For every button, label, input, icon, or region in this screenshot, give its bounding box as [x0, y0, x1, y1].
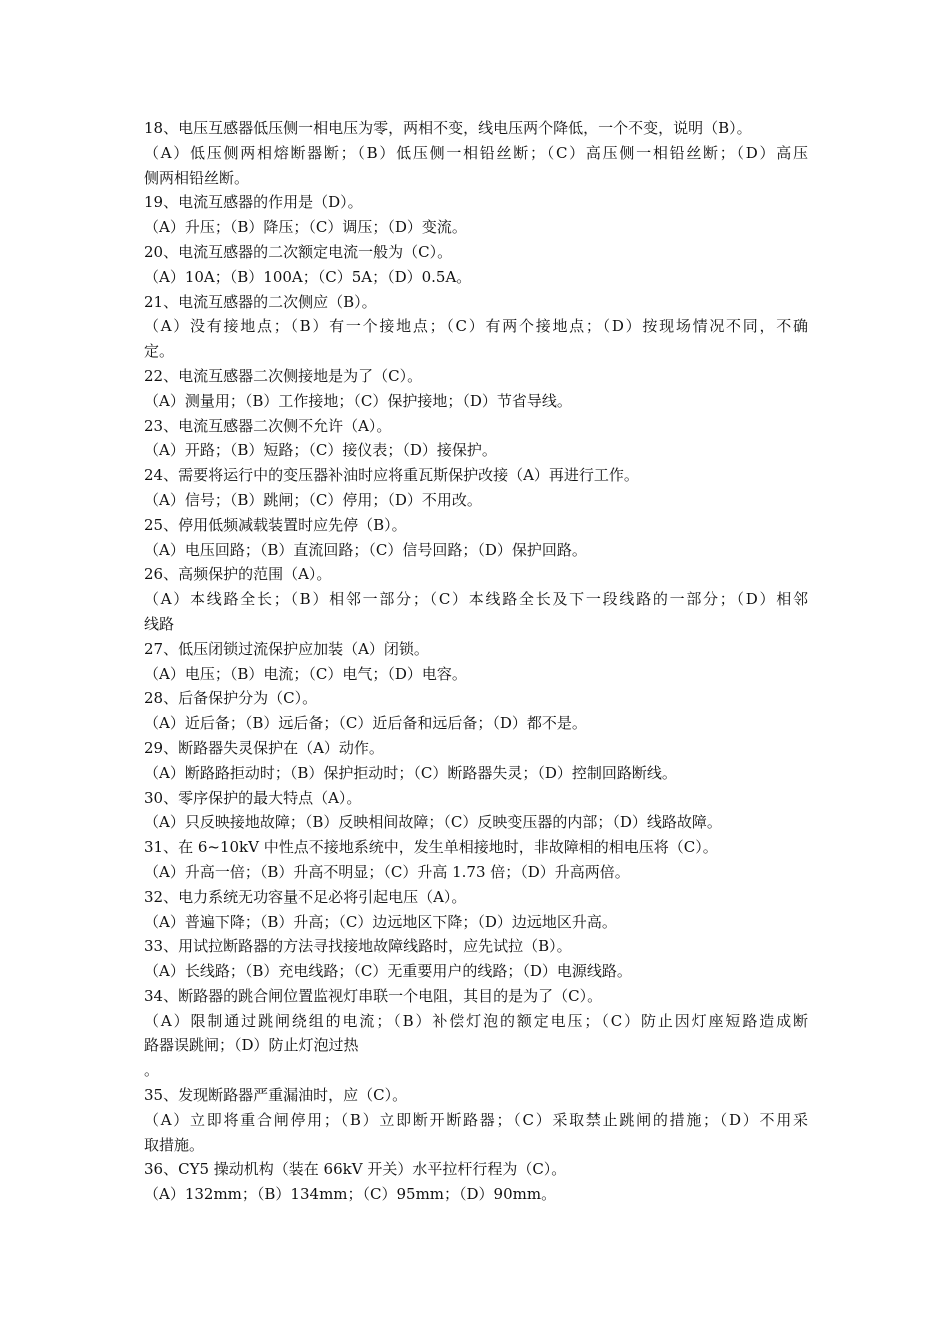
question-32-stem: 32、电力系统无功容量不足必将引起电压（A）。 — [144, 887, 467, 906]
question-21-options-cont: 定。 — [144, 342, 175, 361]
question-22-stem: 22、电流互感器二次侧接地是为了（C）。 — [144, 366, 423, 385]
question-31-options: （A）升高一倍；（B）升高不明显；（C）升高 1.73 倍；（D）升高两倍。 — [144, 862, 630, 881]
question-25-options: （A）电压回路；（B）直流回路；（C）信号回路；（D）保护回路。 — [144, 540, 587, 559]
question-19-stem: 19、电流互感器的作用是（D）。 — [144, 193, 363, 212]
question-25-stem: 25、停用低频减载装置时应先停（B）。 — [144, 515, 407, 534]
question-18-options: （A）低压侧两相熔断器断；（B）低压侧一相铅丝断；（C）高压侧一相铅丝断；（D）高压 — [144, 143, 808, 162]
question-29-stem: 29、断路器失灵保护在（A）动作。 — [144, 738, 384, 757]
question-21-options: （A）没有接地点；（B）有一个接地点；（C）有两个接地点；（D）按现场情况不同，不确 — [144, 317, 808, 336]
question-23-options: （A）开路；（B）短路；（C）接仪表；（D）接保护。 — [144, 441, 497, 460]
question-21-stem: 21、电流互感器的二次侧应（B）。 — [144, 292, 377, 311]
question-30-stem: 30、零序保护的最大特点（A）。 — [144, 788, 362, 807]
question-27-stem: 27、低压闭锁过流保护应加装（A）闭锁。 — [144, 639, 429, 658]
question-34-options: （A）限制通过跳闸绕组的电流；（B）补偿灯泡的额定电压；（C）防止因灯座短路造成断 — [144, 1011, 808, 1030]
question-22-options: （A）测量用；（B）工作接地；（C）保护接地；（D）节省导线。 — [144, 391, 572, 410]
question-24-options: （A）信号；（B）跳闸；（C）停用；（D）不用改。 — [144, 490, 482, 509]
document-page — [144, 116, 808, 1207]
question-28-options: （A）近后备；（B）远后备；（C）近后备和远后备；（D）都不是。 — [144, 714, 587, 733]
question-18-options-cont: 侧两相铅丝断。 — [144, 168, 250, 187]
question-34-options-cont: 路器误跳闸；（D）防止灯泡过热 — [144, 1036, 359, 1055]
question-32-options: （A）普遍下降；（B）升高；（C）边远地区下降；（D）边远地区升高。 — [144, 912, 617, 931]
question-34-stem: 34、断路器的跳合闸位置监视灯串联一个电阻，其目的是为了（C）。 — [144, 986, 603, 1005]
question-29-options: （A）断路路拒动时；（B）保护拒动时；（C）断路器失灵；（D）控制回路断线。 — [144, 763, 677, 782]
question-30-options: （A）只反映接地故障；（B）反映相间故障；（C）反映变压器的内部；（D）线路故障。 — [144, 813, 722, 832]
question-35-options-cont: 取措施。 — [144, 1135, 205, 1154]
question-20-options: （A）10A；（B）100A；（C）5A；（D）0.5A。 — [144, 267, 472, 286]
question-33-options: （A）长线路；（B）充电线路；（C）无重要用户的线路；（D）电源线路。 — [144, 962, 632, 981]
question-26-stem: 26、高频保护的范围（A）。 — [144, 565, 332, 584]
question-27-options: （A）电压；（B）电流；（C）电气；（D）电容。 — [144, 664, 467, 683]
question-31-stem: 31、在 6~10kV 中性点不接地系统中，发生单相接地时，非故障相的相电压将（C）。 — [144, 838, 718, 857]
question-26-options: （A）本线路全长；（B）相邻一部分；（C）本线路全长及下一段线路的一部分；（D）相邻 — [144, 590, 808, 609]
question-26-options-cont: 线路 — [144, 614, 175, 633]
question-36-stem: 36、CY5 操动机构（装在 66kV 开关）水平拉杆行程为（C）。 — [144, 1160, 567, 1179]
question-18-stem: 18、电压互感器低压侧一相电压为零，两相不变，线电压两个降低，一个不变，说明（B）。 — [144, 119, 752, 137]
question-23-stem: 23、电流互感器二次侧不允许（A）。 — [144, 416, 392, 435]
question-35-options: （A）立即将重合闸停用；（B）立即断开断路器；（C）采取禁止跳闸的措施；（D）不用采 — [144, 1110, 808, 1129]
question-28-stem: 28、后备保护分为（C）。 — [144, 689, 318, 708]
question-35-stem: 35、发现断路器严重漏油时，应（C）。 — [144, 1086, 408, 1105]
question-36-options: （A）132mm；（B）134mm；（C）95mm；（D）90mm。 — [144, 1185, 557, 1204]
question-24-stem: 24、需要将运行中的变压器补油时应将重瓦斯保护改接（A）再进行工作。 — [144, 466, 639, 485]
question-33-stem: 33、用试拉断路器的方法寻找接地故障线路时，应先试拉（B）。 — [144, 937, 572, 956]
question-20-stem: 20、电流互感器的二次额定电流一般为（C）。 — [144, 242, 453, 261]
question-19-options: （A）升压；（B）降压；（C）调压；（D）变流。 — [144, 218, 467, 237]
question-34-trailing-period: 。 — [144, 1061, 160, 1080]
